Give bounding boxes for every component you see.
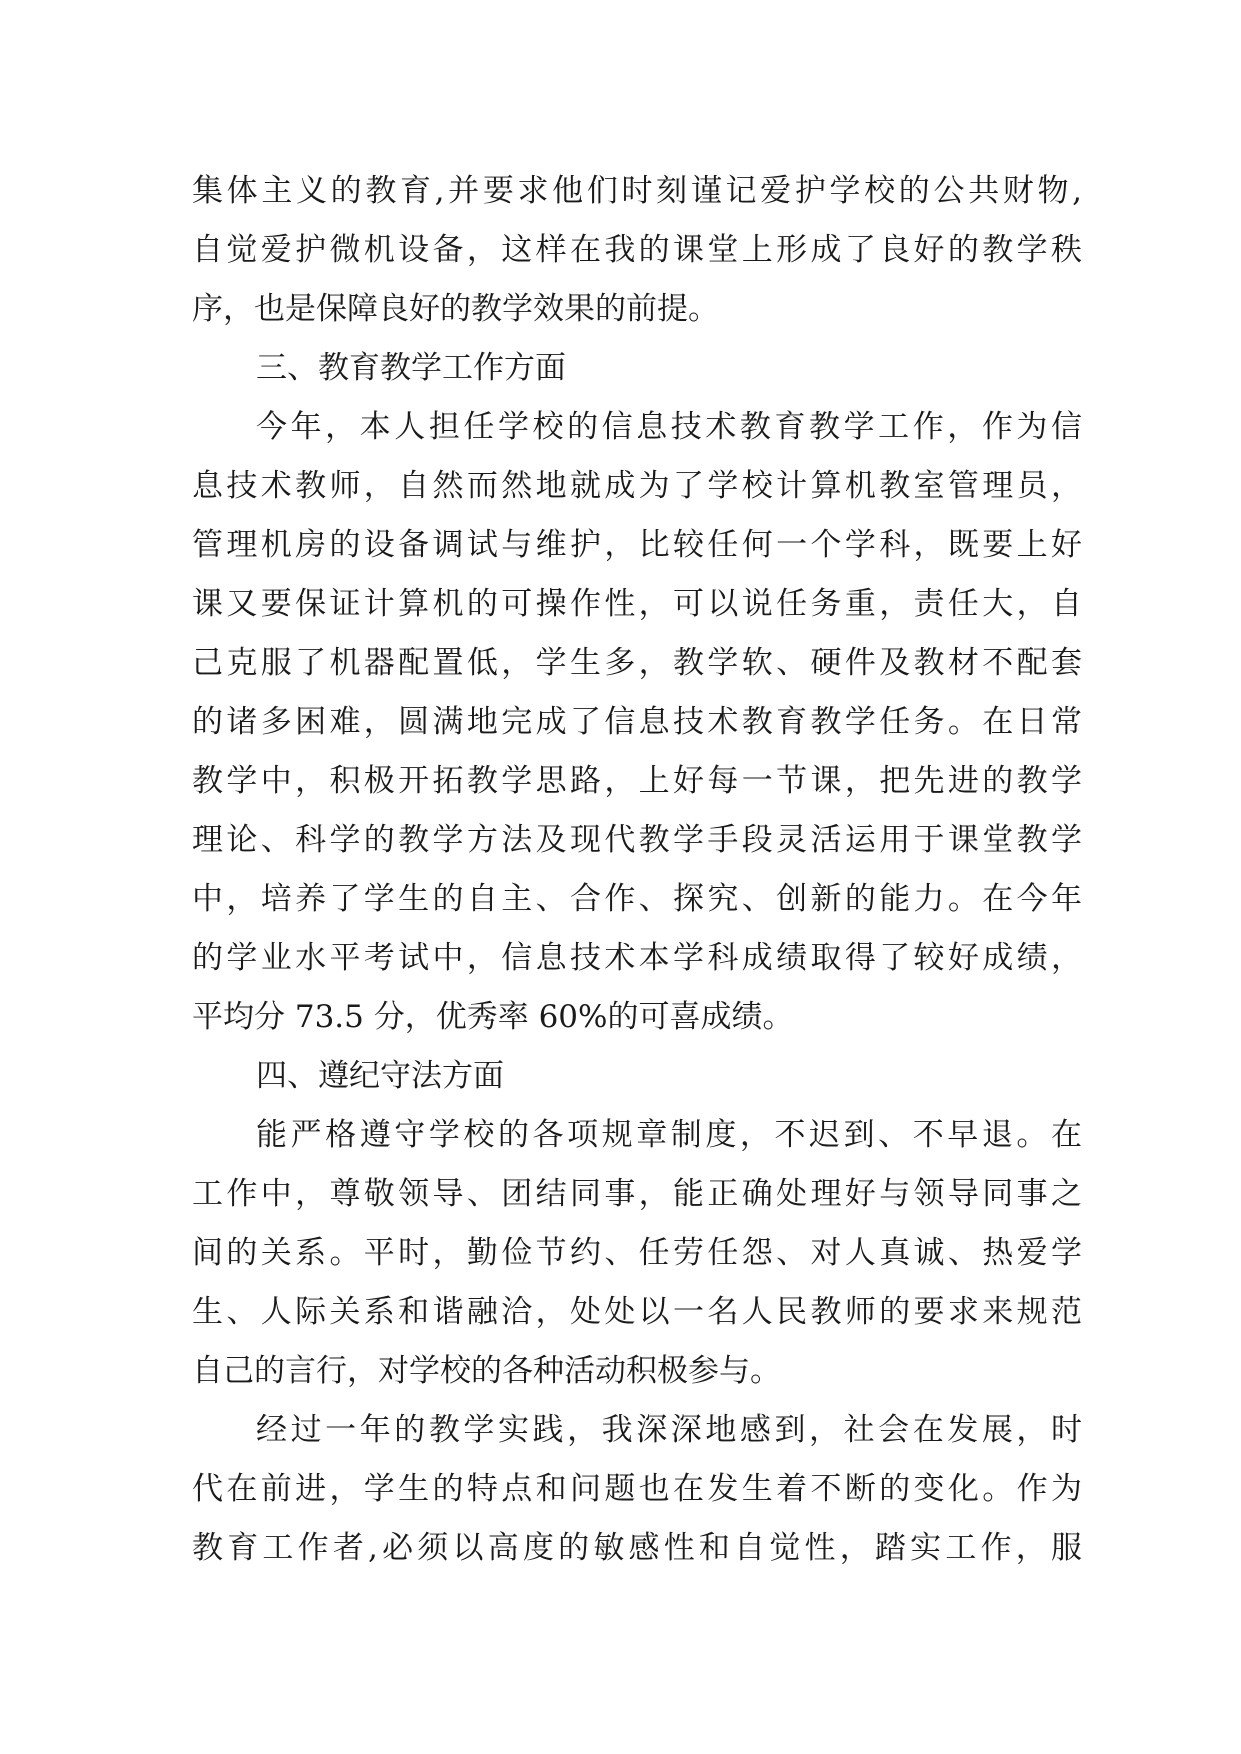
text-line-10: 的诸多困难，圆满地完成了信息技术教育教学任务。在日常: [192, 704, 1082, 740]
text-line-19: 间的关系。平时，勤俭节约、任劳任怨、对人真诚、热爱学: [192, 1235, 1082, 1271]
section-heading-3: 三、教育教学工作方面: [256, 350, 566, 386]
text-line-21: 自己的言行，对学校的各种活动积极参与。: [192, 1353, 781, 1389]
body-text: [192, 162, 1082, 1578]
text-line-7: 管理机房的设备调试与维护，比较任何一个学科，既要上好: [192, 527, 1082, 563]
text-line-9: 己克服了机器配置低，学生多，教学软、硬件及教材不配套: [192, 645, 1082, 681]
text-line-12: 理论、科学的教学方法及现代教学手段灵活运用于课堂教学: [192, 822, 1082, 858]
text-line-14: 的学业水平考试中，信息技术本学科成绩取得了较好成绩，: [192, 940, 1082, 976]
text-line-23: 代在前进，学生的特点和问题也在发生着不断的变化。作为: [192, 1471, 1082, 1507]
text-line-15: 平均分 73.5 分，优秀率 60%的可喜成绩。: [192, 999, 794, 1035]
text-line-17: 能严格遵守学校的各项规章制度，不迟到、不早退。在: [256, 1117, 1082, 1153]
text-line-2: 自觉爱护微机设备，这样在我的课堂上形成了良好的教学秩: [192, 232, 1082, 268]
text-line-24: 教育工作者,必须以高度的敏感性和自觉性，踏实工作，服: [192, 1530, 1082, 1566]
text-line-3: 序，也是保障良好的教学效果的前提。: [192, 291, 719, 327]
text-line-20: 生、人际关系和谐融洽，处处以一名人民教师的要求来规范: [192, 1294, 1082, 1330]
text-line-18: 工作中，尊敬领导、团结同事，能正确处理好与领导同事之: [192, 1176, 1082, 1212]
text-line-6: 息技术教师，自然而然地就成为了学校计算机教室管理员，: [192, 468, 1082, 504]
text-line-8: 课又要保证计算机的可操作性，可以说任务重，责任大，自: [192, 586, 1082, 622]
text-line-5: 今年，本人担任学校的信息技术教育教学工作，作为信: [256, 409, 1082, 445]
section-heading-4: 四、遵纪守法方面: [256, 1058, 504, 1094]
text-line-11: 教学中，积极开拓教学思路，上好每一节课，把先进的教学: [192, 763, 1082, 799]
text-line-22: 经过一年的教学实践，我深深地感到，社会在发展，时: [256, 1412, 1082, 1448]
text-line-13: 中，培养了学生的自主、合作、探究、创新的能力。在今年: [192, 881, 1082, 917]
text-line-1: 集体主义的教育,并要求他们时刻谨记爱护学校的公共财物,: [192, 173, 1082, 209]
